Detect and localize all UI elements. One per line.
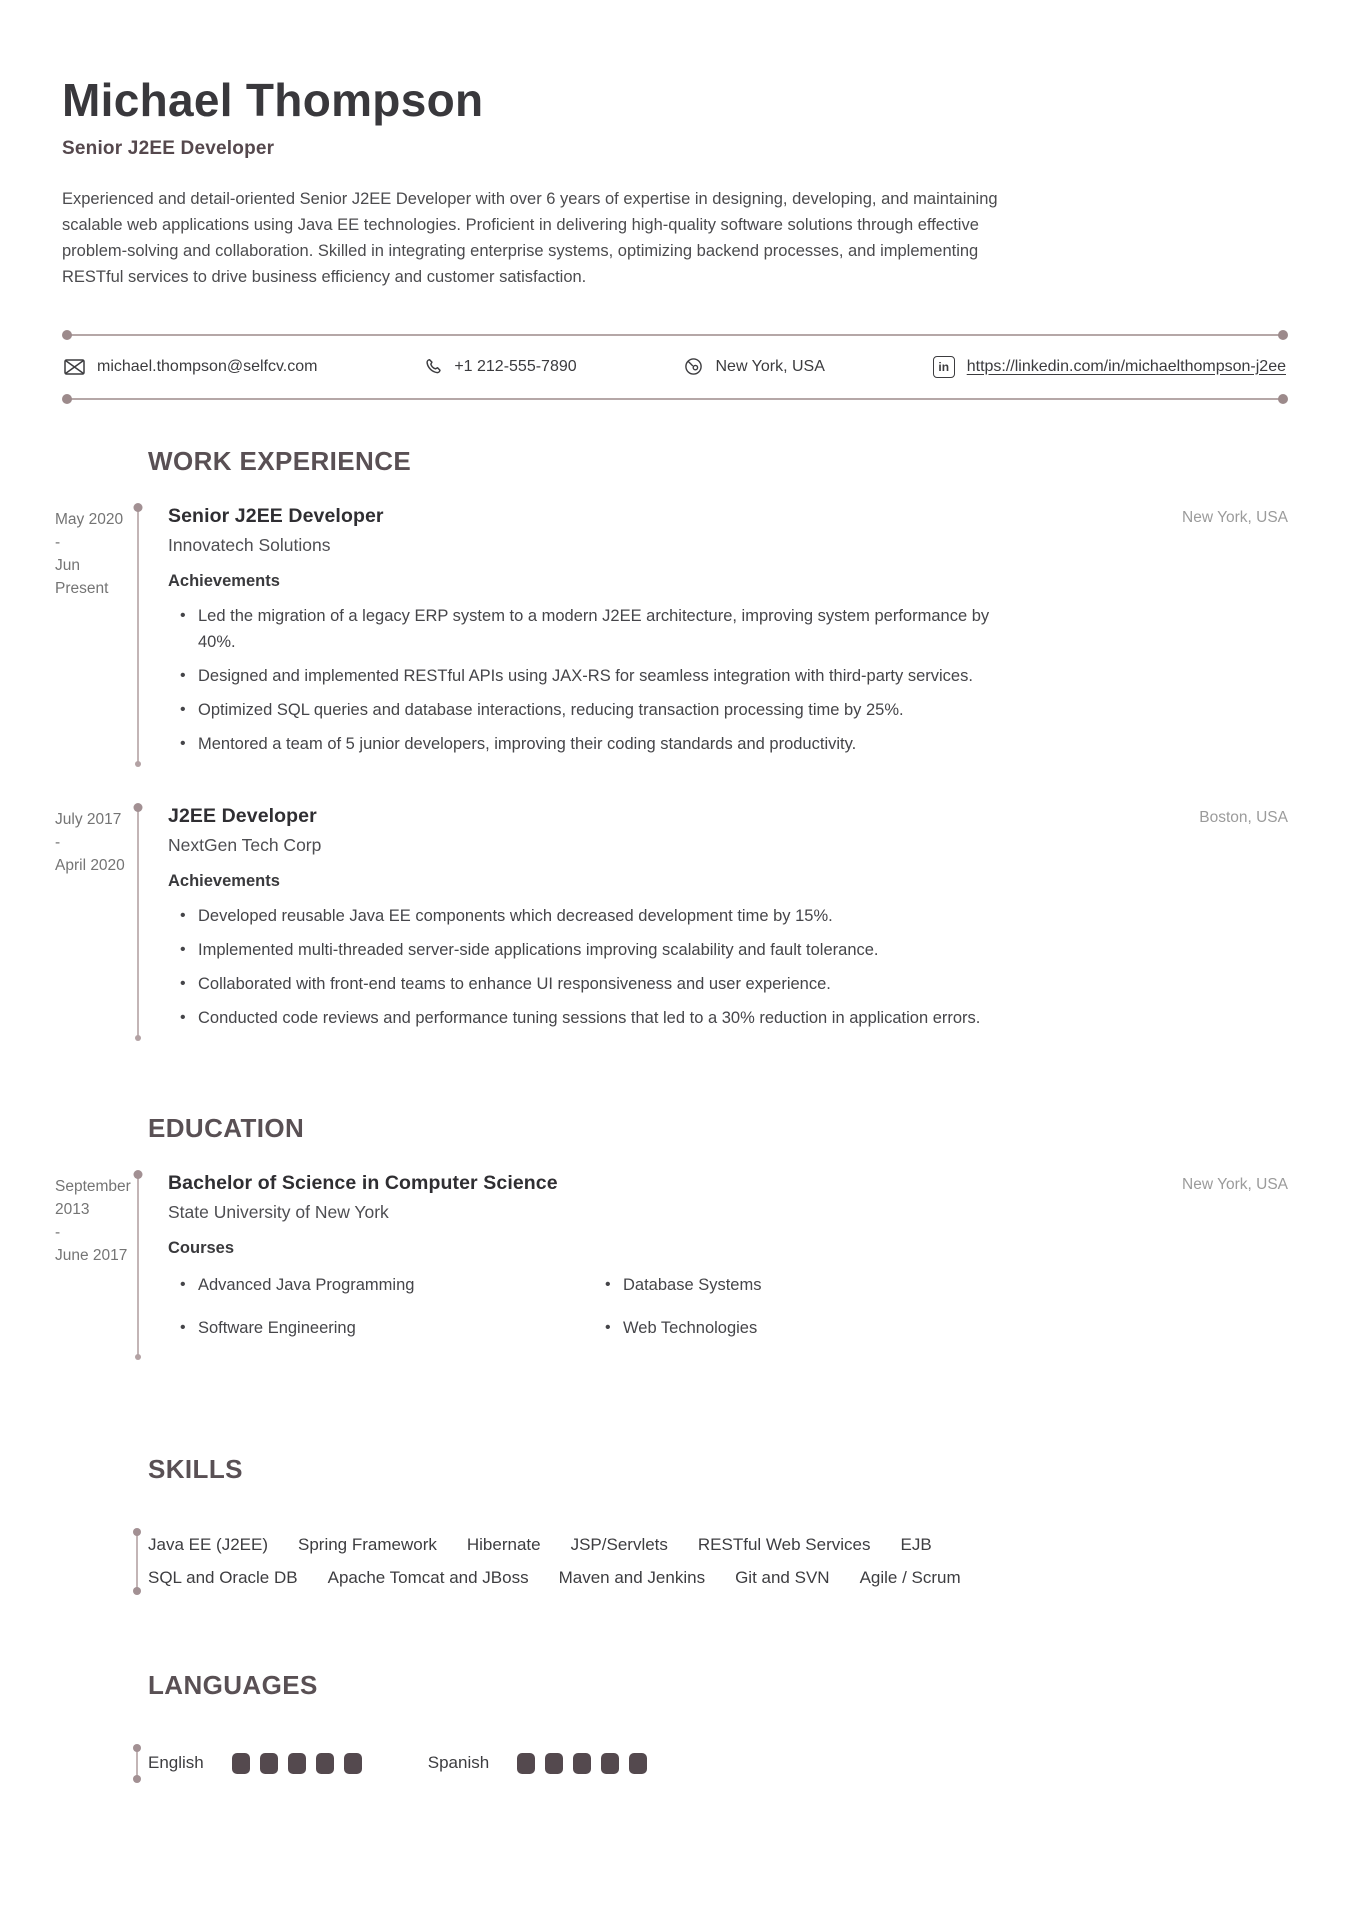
skill-item: Hibernate — [466, 1534, 541, 1554]
achievement-item: • Conducted code reviews and performance tuning sessions that led to a 30% reduction in application errors. — [168, 1005, 1008, 1031]
header-job-title: Senior J2EE Developer — [62, 137, 275, 159]
education-heading: EDUCATION — [148, 1112, 305, 1143]
courses-label: Courses — [168, 1238, 235, 1257]
timeline-line — [137, 805, 139, 1039]
contact-location-text: New York, USA — [715, 357, 825, 375]
achievement-item: • Optimized SQL queries and database interactions, reducing transaction processing time by 25%. — [168, 697, 1008, 723]
achievements-label: Achievements — [168, 571, 280, 590]
languages-block — [136, 1747, 1288, 1780]
languages-heading: LANGUAGES — [148, 1669, 318, 1700]
divider-dot-left — [62, 330, 72, 340]
course-item: • Database Systems — [593, 1272, 761, 1298]
skills-list — [138, 1531, 961, 1592]
company-name: Innovatech Solutions — [168, 534, 331, 555]
job-title: J2EE Developer — [168, 804, 317, 827]
location-globe-icon — [684, 357, 703, 376]
job-title: Senior J2EE Developer — [168, 504, 384, 527]
achievement-item: • Mentored a team of 5 junior developers, improving their coding standards and productivity. — [168, 731, 1008, 757]
contact-phone-text: +1 212-555-7890 — [454, 357, 577, 375]
skills-heading: SKILLS — [148, 1453, 243, 1484]
divider-dot-right — [1278, 330, 1288, 340]
contact-linkedin — [933, 356, 1286, 378]
courses-list — [593, 1272, 761, 1358]
course-item: • Web Technologies — [593, 1315, 761, 1341]
contact-band — [62, 334, 1288, 400]
work-entry — [55, 505, 1288, 765]
language-level-indicator — [232, 1753, 362, 1774]
education-entry-content — [151, 1172, 1288, 1358]
section-languages — [62, 1670, 1288, 1780]
skill-item: SQL and Oracle DB — [148, 1567, 298, 1587]
courses-columns — [168, 1272, 1288, 1358]
phone-icon — [425, 358, 442, 375]
courses-list — [168, 1272, 593, 1358]
contact-email — [64, 358, 317, 376]
accent-line — [136, 1747, 138, 1780]
timeline-line — [137, 505, 139, 765]
contact-location — [684, 357, 824, 376]
linkedin-icon: in — [933, 356, 955, 378]
work-entry-content — [151, 805, 1288, 1039]
divider-dot-left — [62, 394, 72, 404]
school-name: State University of New York — [168, 1201, 389, 1222]
resume-header — [62, 75, 1288, 290]
contact-email-text: michael.thompson@selfcv.com — [97, 357, 318, 375]
summary-text: Experienced and detail-oriented Senior J2EE Developer with over 6 years of expertise in designing, developing, and maintaining scalable web applications using Java EE technologies. Proficient in delivering high-quality software solutions through effective problem-solving and collaboration. Skilled in integrating enterprise systems, optimizing backend processes, and implementing RESTful services to drive business efficiency and customer satisfaction. — [62, 189, 998, 286]
skill-item: Maven and Jenkins — [558, 1567, 706, 1587]
work-entry-content — [151, 505, 1288, 765]
divider-top — [63, 334, 1287, 336]
language-item — [428, 1753, 647, 1774]
company-name: NextGen Tech Corp — [168, 834, 322, 855]
course-item: • Software Engineering — [168, 1315, 593, 1341]
achievement-item: • Led the migration of a legacy ERP system to a modern J2EE architecture, improving system performance by 40%. — [168, 603, 1008, 655]
contact-row — [62, 336, 1288, 398]
page-title: Michael Thompson — [62, 74, 484, 126]
achievement-item: • Collaborated with front-end teams to enhance UI responsiveness and user experience. — [168, 971, 1008, 997]
divider-dot-right — [1278, 394, 1288, 404]
job-location: New York, USA — [1182, 508, 1288, 526]
achievements-list — [168, 903, 1008, 1031]
language-name: English — [148, 1753, 204, 1773]
language-name: Spanish — [427, 1753, 490, 1773]
education-location: New York, USA — [1182, 1175, 1288, 1193]
linkedin-link[interactable]: https://linkedin.com/in/michaelthompson-j2ee — [966, 357, 1286, 375]
skill-item: JSP/Servlets — [570, 1534, 668, 1554]
skill-item: Apache Tomcat and JBoss — [327, 1567, 529, 1587]
skill-item: Java EE (J2EE) — [148, 1534, 268, 1554]
section-work-experience — [55, 445, 1288, 1039]
timeline-line — [137, 1172, 139, 1358]
skill-item: Git and SVN — [735, 1567, 830, 1587]
section-education — [55, 1112, 1288, 1358]
achievement-item: • Designed and implemented RESTful APIs using JAX-RS for seamless integration with third-party services. — [168, 663, 1008, 689]
education-entry-dates: September 2013 - June 2017 — [55, 1177, 131, 1264]
divider-bottom — [63, 398, 1287, 400]
language-item — [148, 1753, 362, 1774]
work-entry-dates: May 2020 - Jun Present — [55, 510, 124, 597]
achievement-item: • Developed reusable Java EE components which decreased development time by 15%. — [168, 903, 1008, 929]
degree-title: Bachelor of Science in Computer Science — [168, 1171, 558, 1194]
achievements-label: Achievements — [168, 871, 280, 890]
skill-item: Spring Framework — [298, 1534, 437, 1554]
skill-item: Agile / Scrum — [859, 1567, 961, 1587]
achievement-item: • Implemented multi-threaded server-side applications improving scalability and fault tolerance. — [168, 937, 1008, 963]
language-level-indicator — [517, 1753, 647, 1774]
accent-line — [136, 1531, 138, 1592]
skill-item: RESTful Web Services — [697, 1534, 871, 1554]
section-skills — [62, 1454, 1288, 1592]
achievements-list — [168, 603, 1008, 757]
job-location: Boston, USA — [1199, 808, 1288, 826]
contact-phone — [425, 358, 576, 376]
work-entry — [55, 805, 1288, 1039]
course-item: • Advanced Java Programming — [168, 1272, 593, 1298]
work-experience-heading: WORK EXPERIENCE — [148, 445, 412, 476]
skills-block — [136, 1531, 1288, 1592]
languages-list — [138, 1747, 647, 1780]
email-icon — [64, 359, 85, 375]
education-entry — [55, 1172, 1288, 1358]
work-entry-dates: July 2017 - April 2020 — [55, 810, 125, 874]
skill-item: EJB — [900, 1534, 932, 1554]
